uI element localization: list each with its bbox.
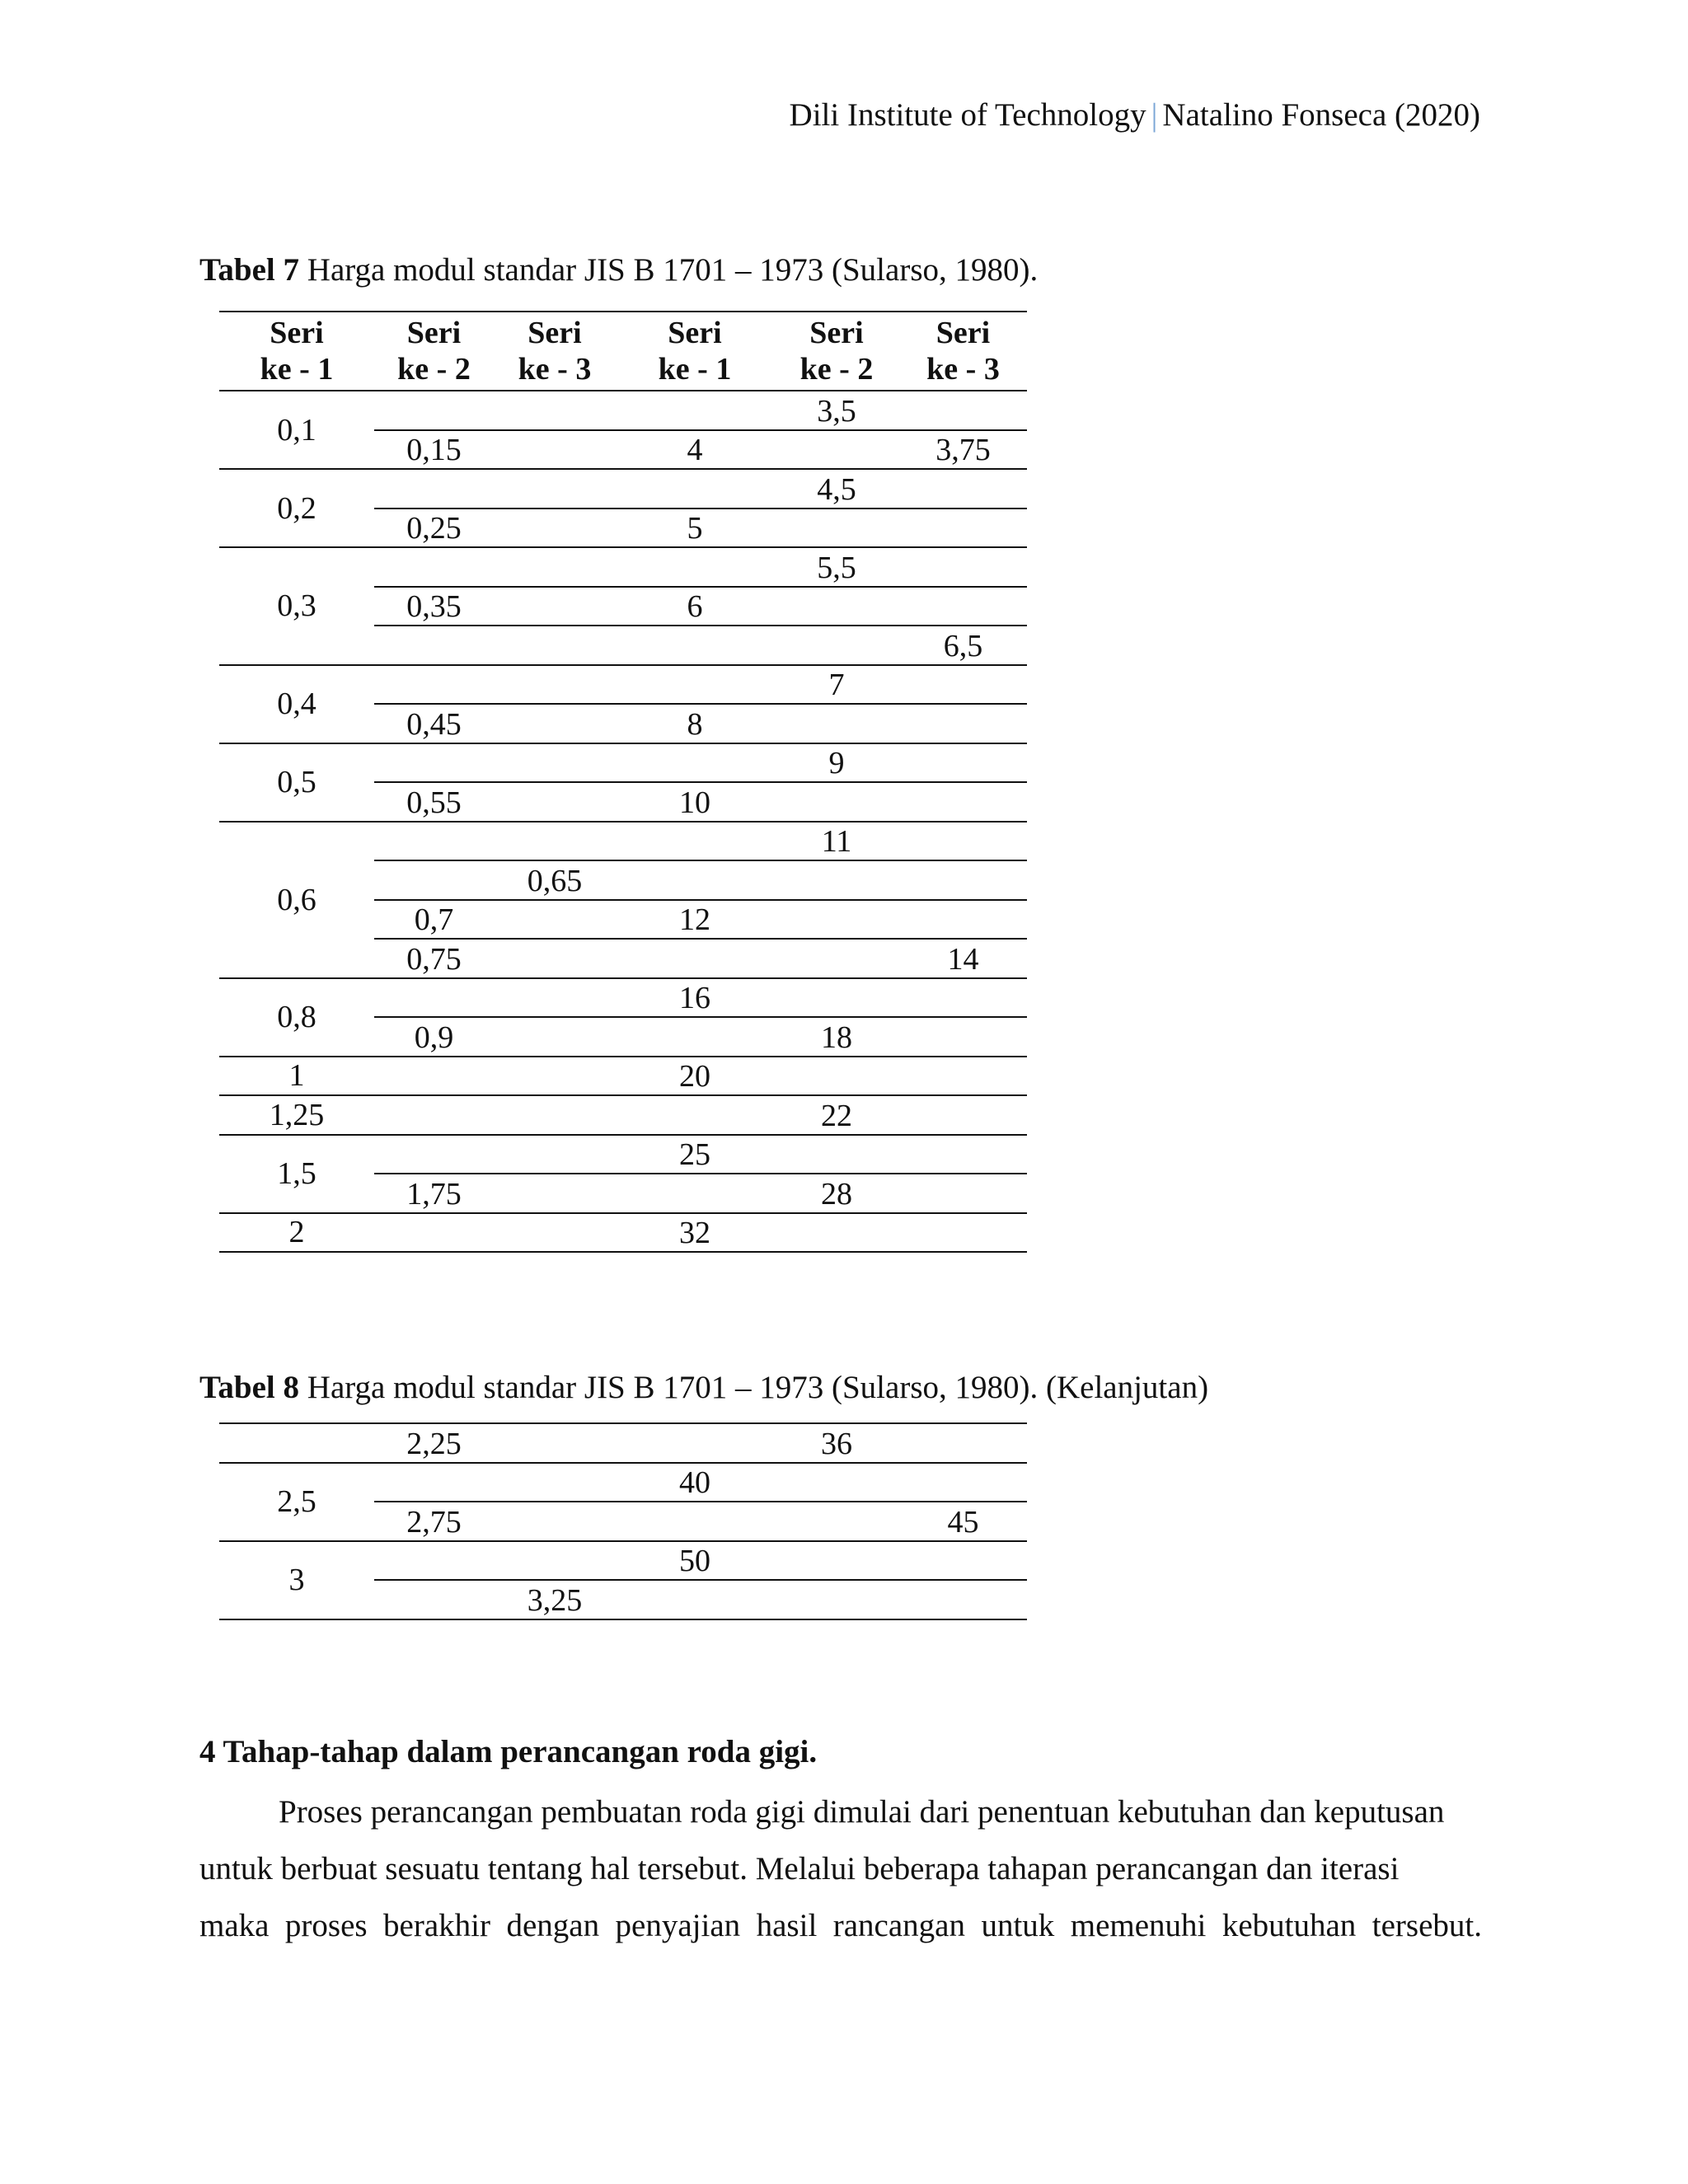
table7-cell xyxy=(616,469,774,509)
table8-row xyxy=(219,1463,1027,1502)
table7-cell xyxy=(899,704,1027,743)
table7-cell xyxy=(899,1213,1027,1253)
table7-cell xyxy=(899,587,1027,626)
table7-cell xyxy=(494,626,616,665)
table7-cell xyxy=(774,782,899,822)
table8-cell xyxy=(899,1463,1027,1502)
header-seri-3b: Seri ke - 3 xyxy=(899,312,1027,391)
table7-cell xyxy=(899,1095,1027,1135)
table7-cell xyxy=(899,1135,1027,1174)
table7-cell xyxy=(494,1017,616,1057)
table7-cell xyxy=(899,1174,1027,1213)
table7-cell: 0,65 xyxy=(494,860,616,900)
table7-cell: 14 xyxy=(899,939,1027,978)
table7-cell: 3,5 xyxy=(774,391,899,430)
table7-cell: 18 xyxy=(774,1017,899,1057)
table7-cell xyxy=(494,1095,616,1135)
table8-cell xyxy=(374,1463,494,1502)
table7-row xyxy=(219,547,1027,587)
table7-cell xyxy=(774,430,899,470)
table8-cell xyxy=(774,1502,899,1541)
table8 xyxy=(219,1422,1027,1620)
table7-cell xyxy=(774,900,899,940)
table7-cell: 9 xyxy=(774,743,899,783)
table7-cell xyxy=(374,1213,494,1253)
page-header xyxy=(790,92,1480,138)
table7-cell: 8 xyxy=(616,704,774,743)
header-seri-1b: Seri ke - 1 xyxy=(616,312,774,391)
table7-cell xyxy=(374,822,494,861)
table8-cell xyxy=(494,1463,616,1502)
table7-cell xyxy=(494,509,616,548)
table7-cell xyxy=(899,509,1027,548)
table7-row xyxy=(219,1213,1027,1253)
table7-cell: 0,75 xyxy=(374,939,494,978)
table7-cell xyxy=(374,1135,494,1174)
table7-cell xyxy=(494,587,616,626)
table8-cell: 50 xyxy=(616,1541,774,1581)
table7-cell xyxy=(899,743,1027,783)
table7-cell: 0,2 xyxy=(219,469,374,547)
header-author: Natalino Fonseca (2020) xyxy=(1162,97,1480,133)
table7-cell: 0,25 xyxy=(374,509,494,548)
table8-row xyxy=(219,1541,1027,1581)
table7-cell xyxy=(899,547,1027,587)
table7-cell xyxy=(774,587,899,626)
table7-caption xyxy=(199,247,1038,293)
table8-cell: 2,5 xyxy=(219,1463,374,1541)
table7-cell xyxy=(774,509,899,548)
table7-cell: 25 xyxy=(616,1135,774,1174)
table8-cell xyxy=(494,1541,616,1581)
table7-cell: 10 xyxy=(616,782,774,822)
table8-cell: 40 xyxy=(616,1463,774,1502)
table7-cell xyxy=(899,978,1027,1018)
table7-cell xyxy=(494,1174,616,1213)
table7-cell xyxy=(494,782,616,822)
table7-cell: 0,8 xyxy=(219,978,374,1057)
table7 xyxy=(219,311,1027,1253)
table7-cell: 1,25 xyxy=(219,1095,374,1135)
table7-cell: 6 xyxy=(616,587,774,626)
table7-cell xyxy=(899,665,1027,705)
table7-cell xyxy=(494,1213,616,1253)
table7-cell: 11 xyxy=(774,822,899,861)
table8-cell xyxy=(374,1580,494,1619)
paragraph-line: maka proses berakhir dengan penyajian hasil rancangan untuk memenuhi kebutuhan tersebut. xyxy=(199,1908,1482,1943)
table7-cell xyxy=(899,1057,1027,1096)
table7-cell: 3,75 xyxy=(899,430,1027,470)
table7-cell: 5,5 xyxy=(774,547,899,587)
table7-cell xyxy=(616,665,774,705)
table8-cell xyxy=(616,1502,774,1541)
table7-cell xyxy=(494,978,616,1018)
table7-cell xyxy=(774,978,899,1018)
table7-cell xyxy=(616,1174,774,1213)
table7-header-row xyxy=(219,312,1027,391)
table7-cell: 1,75 xyxy=(374,1174,494,1213)
table8-row xyxy=(219,1423,1027,1463)
table7-cell xyxy=(374,743,494,783)
header-seri-2b: Seri ke - 2 xyxy=(774,312,899,391)
table7-cell: 0,35 xyxy=(374,587,494,626)
table7-cell: 0,6 xyxy=(219,822,374,978)
table7-cell xyxy=(374,860,494,900)
table7-cell xyxy=(494,547,616,587)
table7-cell xyxy=(374,1095,494,1135)
table7-cell xyxy=(374,665,494,705)
table7-cell xyxy=(616,939,774,978)
table8-cell xyxy=(374,1541,494,1581)
table7-cell xyxy=(774,939,899,978)
table7-cell xyxy=(494,900,616,940)
table8-cell xyxy=(616,1423,774,1463)
table8-caption-text: Harga modul standar JIS B 1701 – 1973 (Sularso, 1980). (Kelanjutan) xyxy=(307,1370,1209,1405)
table8-cell: 3 xyxy=(219,1541,374,1619)
table7-cell: 2 xyxy=(219,1213,374,1253)
table7-cell xyxy=(374,391,494,430)
table7-cell xyxy=(374,978,494,1018)
table7-cell xyxy=(899,822,1027,861)
table8-cell xyxy=(774,1463,899,1502)
table8-cell: 2,75 xyxy=(374,1502,494,1541)
table7-cell: 4,5 xyxy=(774,469,899,509)
table8-cell xyxy=(219,1423,374,1463)
table7-cell xyxy=(899,391,1027,430)
table7-cell: 0,5 xyxy=(219,743,374,822)
table7-cell xyxy=(374,547,494,587)
table7-cell xyxy=(494,743,616,783)
table7-cell xyxy=(494,704,616,743)
table7-row xyxy=(219,822,1027,861)
table7-cell xyxy=(494,430,616,470)
table7-cell: 22 xyxy=(774,1095,899,1135)
table7-cell xyxy=(616,547,774,587)
table7-cell xyxy=(616,626,774,665)
table7-row xyxy=(219,665,1027,705)
table7-cell: 32 xyxy=(616,1213,774,1253)
table7-cell xyxy=(616,1095,774,1135)
header-institution: Dili Institute of Technology xyxy=(789,97,1146,133)
table7-cell xyxy=(374,626,494,665)
section-paragraph xyxy=(199,1783,1482,1954)
paragraph-line: untuk berbuat sesuatu tentang hal tersebut. Melalui beberapa tahapan perancangan dan iterasi xyxy=(199,1851,1400,1886)
table8-cell xyxy=(899,1580,1027,1619)
table7-cell: 20 xyxy=(616,1057,774,1096)
table7-cell: 0,7 xyxy=(374,900,494,940)
table7-cell: 0,15 xyxy=(374,430,494,470)
table8-cell xyxy=(774,1580,899,1619)
table7-cell: 16 xyxy=(616,978,774,1018)
table7-cell xyxy=(774,704,899,743)
table8-cell: 2,25 xyxy=(374,1423,494,1463)
table7-row xyxy=(219,743,1027,783)
table8-cell xyxy=(899,1541,1027,1581)
table8-caption xyxy=(199,1365,1208,1411)
header-seri-3a: Seri ke - 3 xyxy=(494,312,616,391)
table7-cell xyxy=(494,1135,616,1174)
table7-cell xyxy=(616,860,774,900)
table7-cell xyxy=(616,822,774,861)
paragraph-line: Proses perancangan pembuatan roda gigi dimulai dari penentuan kebutuhan dan keputusan xyxy=(279,1794,1445,1830)
table7-cell xyxy=(616,743,774,783)
table7-cell: 0,45 xyxy=(374,704,494,743)
table7-cell: 0,3 xyxy=(219,547,374,665)
table7-cell xyxy=(494,939,616,978)
table7-cell xyxy=(774,1135,899,1174)
table7-caption-text: Harga modul standar JIS B 1701 – 1973 (Sularso, 1980). xyxy=(307,252,1039,288)
table7-cell: 12 xyxy=(616,900,774,940)
table8-caption-label: Tabel 8 xyxy=(199,1370,300,1405)
header-separator: | xyxy=(1151,97,1158,133)
table7-cell xyxy=(774,626,899,665)
table8-cell xyxy=(616,1580,774,1619)
table7-row xyxy=(219,1135,1027,1174)
table8-cell xyxy=(899,1423,1027,1463)
table7-cell xyxy=(899,860,1027,900)
table8-cell xyxy=(494,1502,616,1541)
table7-cell: 0,9 xyxy=(374,1017,494,1057)
table7-cell: 7 xyxy=(774,665,899,705)
table7-cell xyxy=(616,1017,774,1057)
table7-cell xyxy=(374,1057,494,1096)
table7-cell xyxy=(774,1057,899,1096)
table7-cell xyxy=(494,391,616,430)
table7-cell: 0,55 xyxy=(374,782,494,822)
table7-cell: 5 xyxy=(616,509,774,548)
table7-cell: 0,4 xyxy=(219,665,374,743)
table7-cell: 4 xyxy=(616,430,774,470)
header-seri-1a: Seri ke - 1 xyxy=(219,312,374,391)
table7-cell xyxy=(374,469,494,509)
table7-cell: 0,1 xyxy=(219,391,374,469)
table7-cell xyxy=(494,665,616,705)
table8-cell: 36 xyxy=(774,1423,899,1463)
table7-cell xyxy=(899,469,1027,509)
table7-row xyxy=(219,391,1027,430)
table8-cell: 3,25 xyxy=(494,1580,616,1619)
table7-cell xyxy=(899,782,1027,822)
table7-cell xyxy=(616,391,774,430)
table8-cell: 45 xyxy=(899,1502,1027,1541)
table8-cell xyxy=(774,1541,899,1581)
table7-cell: 1 xyxy=(219,1057,374,1096)
table8-cell xyxy=(494,1423,616,1463)
section-title: 4 Tahap-tahap dalam perancangan roda gigi. xyxy=(199,1734,818,1769)
table7-row xyxy=(219,1095,1027,1135)
table7-row xyxy=(219,1057,1027,1096)
table7-cell xyxy=(494,469,616,509)
table7-cell: 6,5 xyxy=(899,626,1027,665)
table7-cell xyxy=(494,1057,616,1096)
table7-cell: 28 xyxy=(774,1174,899,1213)
table7-row xyxy=(219,978,1027,1018)
table7-cell xyxy=(774,860,899,900)
table7-row xyxy=(219,469,1027,509)
table7-cell xyxy=(494,822,616,861)
table7-cell xyxy=(774,1213,899,1253)
table7-cell: 1,5 xyxy=(219,1135,374,1213)
header-seri-2a: Seri ke - 2 xyxy=(374,312,494,391)
table7-caption-label: Tabel 7 xyxy=(199,252,300,288)
table7-cell xyxy=(899,1017,1027,1057)
table7-cell xyxy=(899,900,1027,940)
